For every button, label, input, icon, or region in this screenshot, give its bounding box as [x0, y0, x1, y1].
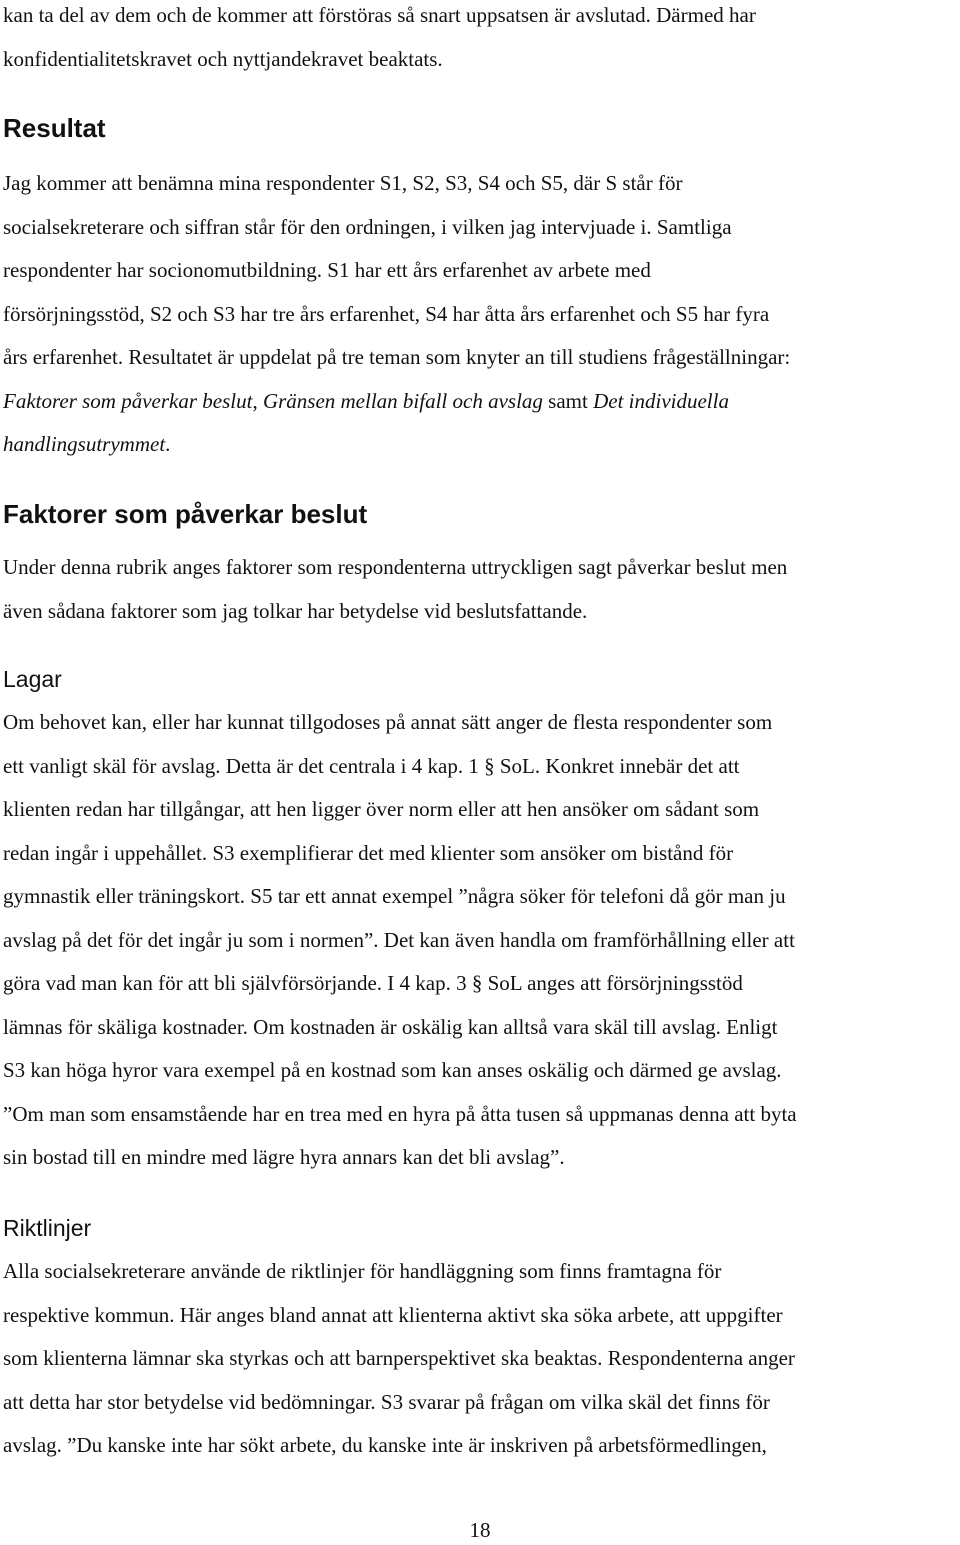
theme-3-line2: handlingsutrymmet — [3, 432, 166, 456]
end-period: . — [165, 432, 171, 456]
faktorer-paragraph: Under denna rubrik anges faktorer som respondenterna uttryckligen sagt påverkar beslut men även sådana faktorer som jag tolkar har betydelse vid beslutsfattande. — [3, 555, 788, 623]
resultat-paragraph — [3, 162, 957, 467]
heading-resultat: Resultat — [3, 113, 106, 143]
riktlinjer-paragraph: Alla socialsekreterare använde de riktlinjer för handläggning som finns framtagna för respektive kommun. Här anges bland annat att klienterna aktivt ska söka arbete, att uppgifter som klienterna lämnar ska styrkas och att barnperspektivet ska beaktas. Respondenterna anger att detta har stor betydelse vid bedömningar. S3 svarar på frågan om vilka skäl det finns för avslag. ”Du kanske inte har sökt arbete, du kanske inte är inskriven på arbetsförmedlingen, — [3, 1259, 795, 1457]
document-page — [3, 0, 957, 1545]
separator-comma: , — [252, 388, 263, 413]
lagar-paragraph: Om behovet kan, eller har kunnat tillgodoses på annat sätt anger de flesta respondenter som ett vanligt skäl för avslag. Detta är det centrala i 4 kap. 1 § SoL. Konkret innebär det att klienten redan har tillgångar, att hen ligger över norm eller att hen ansöker om sådant som redan ingår i uppehållet. S3 exemplifierar det med klienter som ansöker om bistånd för gymnastik eller träningskort. S5 tar ett annat exempel ”några söker för telefoni då gör man ju avslag på det för det ingår ju som i normen”. Det kan även handla om framförhållning eller att göra vad man kan för att bli självförsörjande. I 4 kap. 3 § SoL anges att försörjningsstöd lämnas för skäliga kostnader. Om kostnaden är oskälig kan alltså vara skäl till avslag. Enligt S3 kan höga hyror vara exempel på en kostnad som kan anses oskälig och därmed ge avslag. ”Om man som ensamstående har en trea med en hyra på åtta tusen så uppmanas denna att byta sin bostad till en mindre med lägre hyra annars kan det bli avslag”. — [3, 710, 797, 1169]
resultat-text: Jag kommer att benämna mina respondenter S1, S2, S3, S4 och S5, där S står för socialsekreterare och siffran står för den ordningen, i vilken jag intervjuade i. Samtliga respondenter har socionomutbildning. S1 har ett års erfarenhet av arbete med försörjningsstöd, S2 och S3 har tre års erfarenhet, S4 har åtta års erfarenhet och S5 har fyra års erfarenhet. Resultatet är uppdelat på tre teman som knyter an till studiens frågeställningar: — [3, 171, 791, 369]
separator-samt: samt — [542, 388, 594, 413]
page-number: 18 — [469, 1518, 491, 1542]
heading-faktorer: Faktorer som påverkar beslut — [3, 499, 368, 529]
theme-3-line1: Det individuella — [593, 388, 729, 413]
heading-riktlinjer: Riktlinjer — [3, 1215, 92, 1241]
theme-1: Faktorer som påverkar beslut — [3, 388, 253, 413]
intro-paragraph: kan ta del av dem och de kommer att förstöras så snart uppsatsen är avslutad. Därmed har konfidentialitetskravet och nyttjandekravet beaktats. — [3, 3, 756, 71]
heading-lagar: Lagar — [3, 666, 62, 692]
theme-2: Gränsen mellan bifall och avslag — [262, 388, 543, 413]
